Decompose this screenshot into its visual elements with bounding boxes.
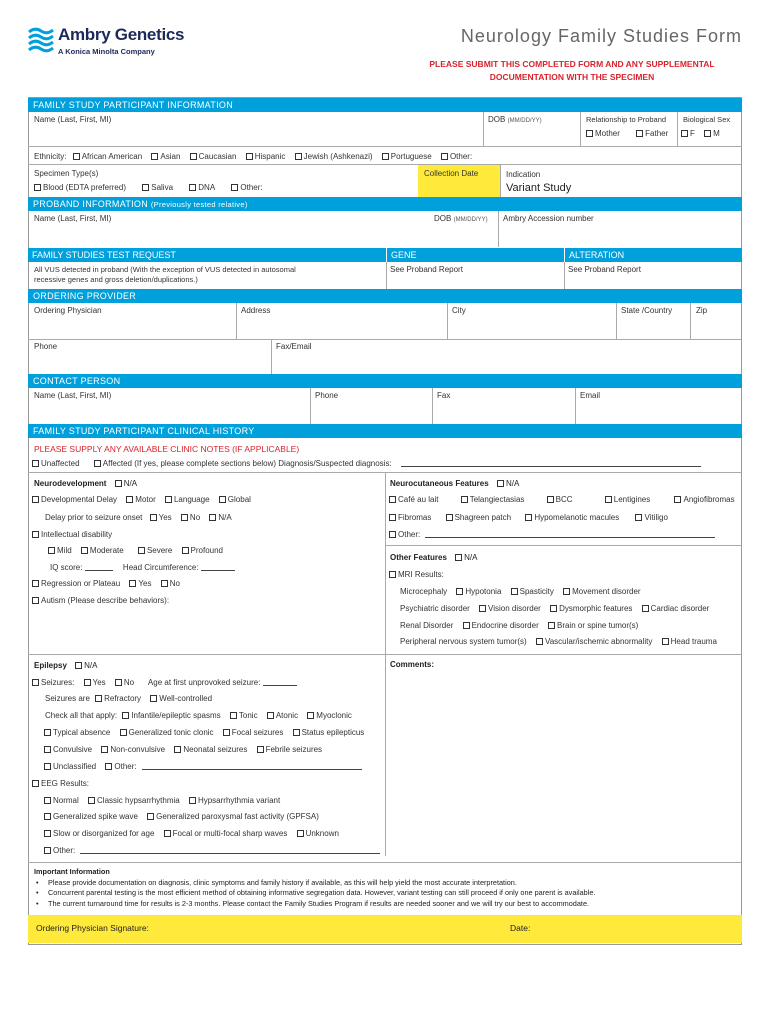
seizures-checkbox[interactable]: Seizures:: [32, 678, 74, 687]
ethnicity-portuguese-checkbox[interactable]: Portuguese: [382, 152, 432, 161]
sex-m-checkbox[interactable]: M: [704, 129, 720, 138]
eeg-row-3: [44, 829, 346, 838]
convulsive-checkbox[interactable]: Convulsive: [44, 745, 92, 754]
peripheral-tumor-checkbox[interactable]: Peripheral nervous system tumor(s): [400, 637, 527, 646]
relationship-father-checkbox[interactable]: Father: [636, 129, 668, 138]
indication-label: Indication: [506, 170, 541, 179]
important-heading: Important Information: [34, 867, 110, 876]
seizures-yes-checkbox[interactable]: Yes: [84, 678, 106, 687]
ethnicity-label: Ethnicity:: [34, 152, 67, 161]
contact-email-label[interactable]: Email: [580, 391, 601, 400]
important-item: • Concurrent parental testing is the most efficient method of obtaining informative segregation data. However, variant testing can still proceed if only one parent is available.: [34, 888, 734, 899]
neurocutaneous-row-1: [389, 495, 742, 504]
contact-person-header: CONTACT PERSON: [28, 374, 742, 388]
affected-checkbox[interactable]: Affected (If yes, please complete sections below) Diagnosis/Suspected diagnosis:: [94, 459, 392, 468]
date-label[interactable]: Date:: [510, 923, 531, 933]
ethnicity-other-checkbox[interactable]: Other:: [441, 152, 472, 161]
seizure-types-row-2: [44, 728, 371, 737]
brain-spine-tumor-checkbox[interactable]: Brain or spine tumor(s): [548, 621, 638, 630]
neurocutaneous-other-row: [389, 530, 715, 539]
bcc-checkbox[interactable]: BCC: [547, 495, 573, 504]
proband-dob-label[interactable]: DOB (MM/DD/YY): [434, 214, 488, 223]
focal-sharp-waves-checkbox[interactable]: Focal or multi-focal sharp waves: [164, 829, 288, 838]
mild-checkbox[interactable]: Mild: [48, 546, 72, 555]
test-description-line-1: All VUS detected in proband (With the exception of VUS detected in autosomal: [34, 265, 296, 274]
iq-input-line[interactable]: [85, 563, 113, 571]
slow-disorganized-checkbox[interactable]: Slow or disorganized for age: [44, 829, 154, 838]
regression-yes-checkbox[interactable]: Yes: [129, 579, 151, 588]
intellectual-disability-checkbox[interactable]: Intellectual disability: [32, 530, 112, 539]
ethnicity-hispanic-checkbox[interactable]: Hispanic: [246, 152, 286, 161]
neonatal-seizures-checkbox[interactable]: Neonatal seizures: [174, 745, 247, 754]
important-item: • The current turnaround time for results is 2-3 months. Please contact the Family Studies Program if results are needed sooner and we will try our best to accommodate.: [34, 899, 734, 910]
comments-field[interactable]: [390, 672, 738, 852]
participant-section-header: FAMILY STUDY PARTICIPANT INFORMATION: [28, 98, 742, 112]
relationship-mother-checkbox[interactable]: Mother: [586, 129, 620, 138]
notice-line-1: PLEASE SUBMIT THIS COMPLETED FORM AND ANY SUPPLEMENTAL: [429, 59, 715, 69]
onset-na-checkbox[interactable]: N/A: [209, 513, 231, 522]
eeg-results-checkbox[interactable]: EEG Results:: [32, 779, 89, 788]
eeg-other-checkbox[interactable]: Other:: [44, 846, 75, 855]
non-convulsive-checkbox[interactable]: Non-convulsive: [101, 745, 165, 754]
clinic-notes-heading: PLEASE SUPPLY ANY AVAILABLE CLINIC NOTES (IF APPLICABLE): [34, 444, 300, 454]
telangiectasias-checkbox[interactable]: Telangiectasias: [461, 495, 525, 504]
vascular-checkbox[interactable]: Vascular/ischemic abnormality: [536, 637, 652, 646]
company-logo: [28, 22, 228, 62]
seizures-no-checkbox[interactable]: No: [115, 678, 134, 687]
alteration-value: See Proband Report: [568, 265, 641, 274]
affected-status-row: [32, 459, 701, 468]
logo-name: Ambry Genetics: [58, 25, 185, 44]
angiofibromas-checkbox[interactable]: Angiofibromas: [674, 495, 734, 504]
ordering-provider-header: ORDERING PROVIDER: [28, 289, 742, 303]
eeg-normal-checkbox[interactable]: Normal: [44, 796, 79, 805]
cafe-au-lait-checkbox[interactable]: Café au lait: [389, 495, 438, 504]
neurocutaneous-na-checkbox[interactable]: N/A: [497, 479, 519, 488]
moderate-checkbox[interactable]: Moderate: [81, 546, 124, 555]
typical-absence-checkbox[interactable]: Typical absence: [44, 728, 110, 737]
regression-no-checkbox[interactable]: No: [161, 579, 180, 588]
epilepsy-na-checkbox[interactable]: N/A: [75, 661, 97, 670]
specimen-blood-checkbox[interactable]: Blood (EDTA preferred): [34, 183, 126, 192]
regression-row: [32, 579, 187, 588]
unclassified-checkbox[interactable]: Unclassified: [44, 762, 96, 771]
myoclonic-checkbox[interactable]: Myoclonic: [307, 711, 352, 720]
ordering-physician-label[interactable]: Ordering Physician: [34, 306, 102, 315]
diagnosis-input-line[interactable]: [401, 459, 701, 467]
state-country-label[interactable]: State /Country: [621, 306, 673, 315]
seizure-types-row-1: Check all that apply: Infantile/epileptic spasms Tonic Atonic Myoclonic: [45, 711, 352, 720]
relationship-options: [586, 129, 675, 138]
relationship-label: Relationship to Proband: [586, 115, 667, 124]
eeg-row-1: [44, 796, 287, 805]
important-item: • Please provide documentation on diagnosis, clinic symptoms and family history if available, as this will help yield the most accurate interpretation.: [34, 878, 734, 889]
proband-section-header: PROBAND INFORMATION (Previously tested relative): [28, 197, 742, 211]
neurocutaneous-row-2: [389, 513, 675, 522]
endocrine-disorder-checkbox[interactable]: Endocrine disorder: [463, 621, 539, 630]
iq-head-row: IQ score: Head Circumference:: [50, 563, 235, 572]
global-checkbox[interactable]: Global: [219, 495, 251, 504]
neurocutaneous-row: Neurocutaneous Features N/A: [390, 479, 520, 488]
comments-label: Comments:: [390, 660, 435, 669]
cardiac-disorder-checkbox[interactable]: Cardiac disorder: [642, 604, 710, 613]
language-checkbox[interactable]: Language: [165, 495, 210, 504]
tonic-checkbox[interactable]: Tonic: [230, 711, 258, 720]
form-title: Neurology Family Studies Form: [460, 26, 742, 46]
lentigines-checkbox[interactable]: Lentigines: [605, 495, 650, 504]
regression-checkbox[interactable]: Regression or Plateau: [32, 579, 120, 588]
atonic-checkbox[interactable]: Atonic: [267, 711, 298, 720]
important-information: [34, 867, 734, 909]
movement-disorder-checkbox[interactable]: Movement disorder: [563, 587, 640, 596]
test-description-line-2: recessive genes and gross deletion/duplications.): [34, 275, 198, 284]
psychiatric-checkbox[interactable]: Psychiatric disorder: [400, 604, 470, 613]
seizure-age-input-line[interactable]: [263, 678, 297, 686]
seizure-other-input-line[interactable]: [142, 762, 362, 770]
ethnicity-jewish-checkbox[interactable]: Jewish (Ashkenazi): [295, 152, 373, 161]
delay-onset-row: Delay prior to seizure onset Yes No N/A: [45, 513, 232, 522]
hypotonia-checkbox[interactable]: Hypotonia: [456, 587, 501, 596]
vitiligo-checkbox[interactable]: Vitiligo: [635, 513, 667, 522]
infantile-spasms-checkbox[interactable]: Infantile/epileptic spasms: [122, 711, 220, 720]
onset-no-checkbox[interactable]: No: [181, 513, 200, 522]
participant-name-label[interactable]: Name (Last, First, MI): [34, 115, 112, 124]
refractory-checkbox[interactable]: Refractory: [95, 694, 141, 703]
contact-name-label[interactable]: Name (Last, First, MI): [34, 391, 112, 400]
notice-line-2: DOCUMENTATION WITH THE SPECIMEN: [489, 72, 655, 82]
logo-subtitle: A Konica Minolta Company: [58, 47, 155, 56]
sex-options: [681, 129, 727, 138]
gene-value: See Proband Report: [390, 265, 463, 274]
unaffected-checkbox[interactable]: Unaffected: [32, 459, 80, 468]
contact-phone-label[interactable]: Phone: [315, 391, 339, 400]
specimen-options: [34, 183, 270, 192]
other-features-row-3: [400, 621, 645, 630]
other-features-row-1: [400, 587, 648, 596]
sex-f-checkbox[interactable]: F: [681, 129, 695, 138]
onset-yes-checkbox[interactable]: Yes: [150, 513, 172, 522]
clinical-history-header: FAMILY STUDY PARTICIPANT CLINICAL HISTORY: [28, 424, 742, 438]
seizure-other-checkbox[interactable]: Other:: [105, 762, 136, 771]
other-features-row-2: [400, 604, 716, 613]
dev-delay-checkbox[interactable]: Developmental Delay: [32, 495, 117, 504]
epilepsy-row: Epilepsy N/A: [34, 661, 98, 670]
signature-label[interactable]: Ordering Physician Signature:: [36, 923, 149, 933]
seizures-row: Seizures: Yes No Age at first unprovoked seizure:: [32, 678, 297, 687]
neurodevelopment-row: Neurodevelopment N/A: [34, 479, 138, 488]
profound-checkbox[interactable]: Profound: [182, 546, 223, 555]
vision-disorder-checkbox[interactable]: Vision disorder: [479, 604, 541, 613]
gpfsa-checkbox[interactable]: Generalized paroxysmal fast activity (GPFSA): [147, 812, 319, 821]
participant-dob-label[interactable]: DOB (MM/DD/YY): [488, 115, 542, 124]
febrile-seizures-checkbox[interactable]: Febrile seizures: [257, 745, 322, 754]
motor-checkbox[interactable]: Motor: [126, 495, 155, 504]
hypomelanotic-checkbox[interactable]: Hypomelanotic macules: [525, 513, 619, 522]
submission-notice: [402, 58, 742, 84]
dev-delay-row: [32, 495, 258, 504]
renal-disorder-checkbox[interactable]: Renal Disorder: [400, 621, 454, 630]
contact-fax-label[interactable]: Fax: [437, 391, 451, 400]
indication-value: Variant Study: [506, 182, 572, 194]
zip-label[interactable]: Zip: [696, 306, 708, 315]
address-label[interactable]: Address: [241, 306, 271, 315]
autism-checkbox[interactable]: Autism (Please describe behaviors):: [32, 596, 169, 605]
well-controlled-checkbox[interactable]: Well-controlled: [150, 694, 212, 703]
neurocutaneous-other-input-line[interactable]: [425, 530, 715, 538]
eeg-other-input-line[interactable]: [80, 846, 380, 854]
eeg-other-row: [44, 846, 380, 855]
proband-name-label[interactable]: Name (Last, First, MI): [34, 214, 112, 223]
provider-fax-email-label[interactable]: Fax/Email: [276, 342, 312, 351]
classic-hypsarrhythmia-checkbox[interactable]: Classic hypsarrhythmia: [88, 796, 180, 805]
other-features-na-checkbox[interactable]: N/A: [455, 553, 477, 562]
specimen-saliva-checkbox[interactable]: Saliva: [142, 183, 173, 192]
status-epilepticus-checkbox[interactable]: Status epilepticus: [293, 728, 365, 737]
seizure-types-row-4: [44, 762, 362, 771]
seizure-types-row-3: [44, 745, 329, 754]
proband-accession-label[interactable]: Ambry Accession number: [503, 214, 594, 223]
hypsarrhythmia-variant-checkbox[interactable]: Hypsarrhythmia variant: [189, 796, 280, 805]
focal-seizures-checkbox[interactable]: Focal seizures: [223, 728, 284, 737]
head-trauma-checkbox[interactable]: Head trauma: [662, 637, 717, 646]
shagreen-patch-checkbox[interactable]: Shagreen patch: [446, 513, 512, 522]
seizures-are-row: Seizures are Refractory Well-controlled: [45, 694, 213, 703]
eeg-unknown-checkbox[interactable]: Unknown: [297, 829, 339, 838]
specimen-dna-checkbox[interactable]: DNA: [189, 183, 215, 192]
alteration-header: ALTERATION: [564, 248, 742, 262]
test-request-header: FAMILY STUDIES TEST REQUEST: [28, 248, 386, 262]
gene-header: GENE: [386, 248, 564, 262]
specimen-type-label: Specimen Type(s): [34, 169, 99, 178]
ethnicity-row: [34, 152, 479, 161]
city-label[interactable]: City: [452, 306, 466, 315]
generalized-tonic-clonic-checkbox[interactable]: Generalized tonic clonic: [120, 728, 214, 737]
other-features-row: Other Features N/A: [390, 553, 478, 562]
collection-date-label: Collection Date: [424, 169, 479, 178]
other-features-row-4: [400, 637, 724, 646]
generalized-spike-wave-checkbox[interactable]: Generalized spike wave: [44, 812, 138, 821]
ethnicity-african-american-checkbox[interactable]: African American: [73, 152, 142, 161]
neurodevelopment-na-checkbox[interactable]: N/A: [115, 479, 137, 488]
severe-checkbox[interactable]: Severe: [138, 546, 172, 555]
ethnicity-caucasian-checkbox[interactable]: Caucasian: [190, 152, 237, 161]
eeg-row-2: [44, 812, 326, 821]
ethnicity-asian-checkbox[interactable]: Asian: [151, 152, 180, 161]
fibromas-checkbox[interactable]: Fibromas: [389, 513, 431, 522]
mri-results-checkbox[interactable]: MRI Results:: [389, 570, 444, 579]
neurocutaneous-other-checkbox[interactable]: Other:: [389, 530, 420, 539]
provider-phone-label[interactable]: Phone: [34, 342, 58, 351]
head-circumference-input-line[interactable]: [201, 563, 235, 571]
specimen-other-checkbox[interactable]: Other:: [231, 183, 262, 192]
ambry-wave-icon: [28, 26, 54, 54]
sex-label: Biological Sex: [683, 115, 731, 124]
dysmorphic-checkbox[interactable]: Dysmorphic features: [550, 604, 632, 613]
microcephaly-checkbox[interactable]: Microcephaly: [400, 587, 448, 596]
spasticity-checkbox[interactable]: Spasticity: [511, 587, 554, 596]
severity-row: [48, 546, 230, 555]
